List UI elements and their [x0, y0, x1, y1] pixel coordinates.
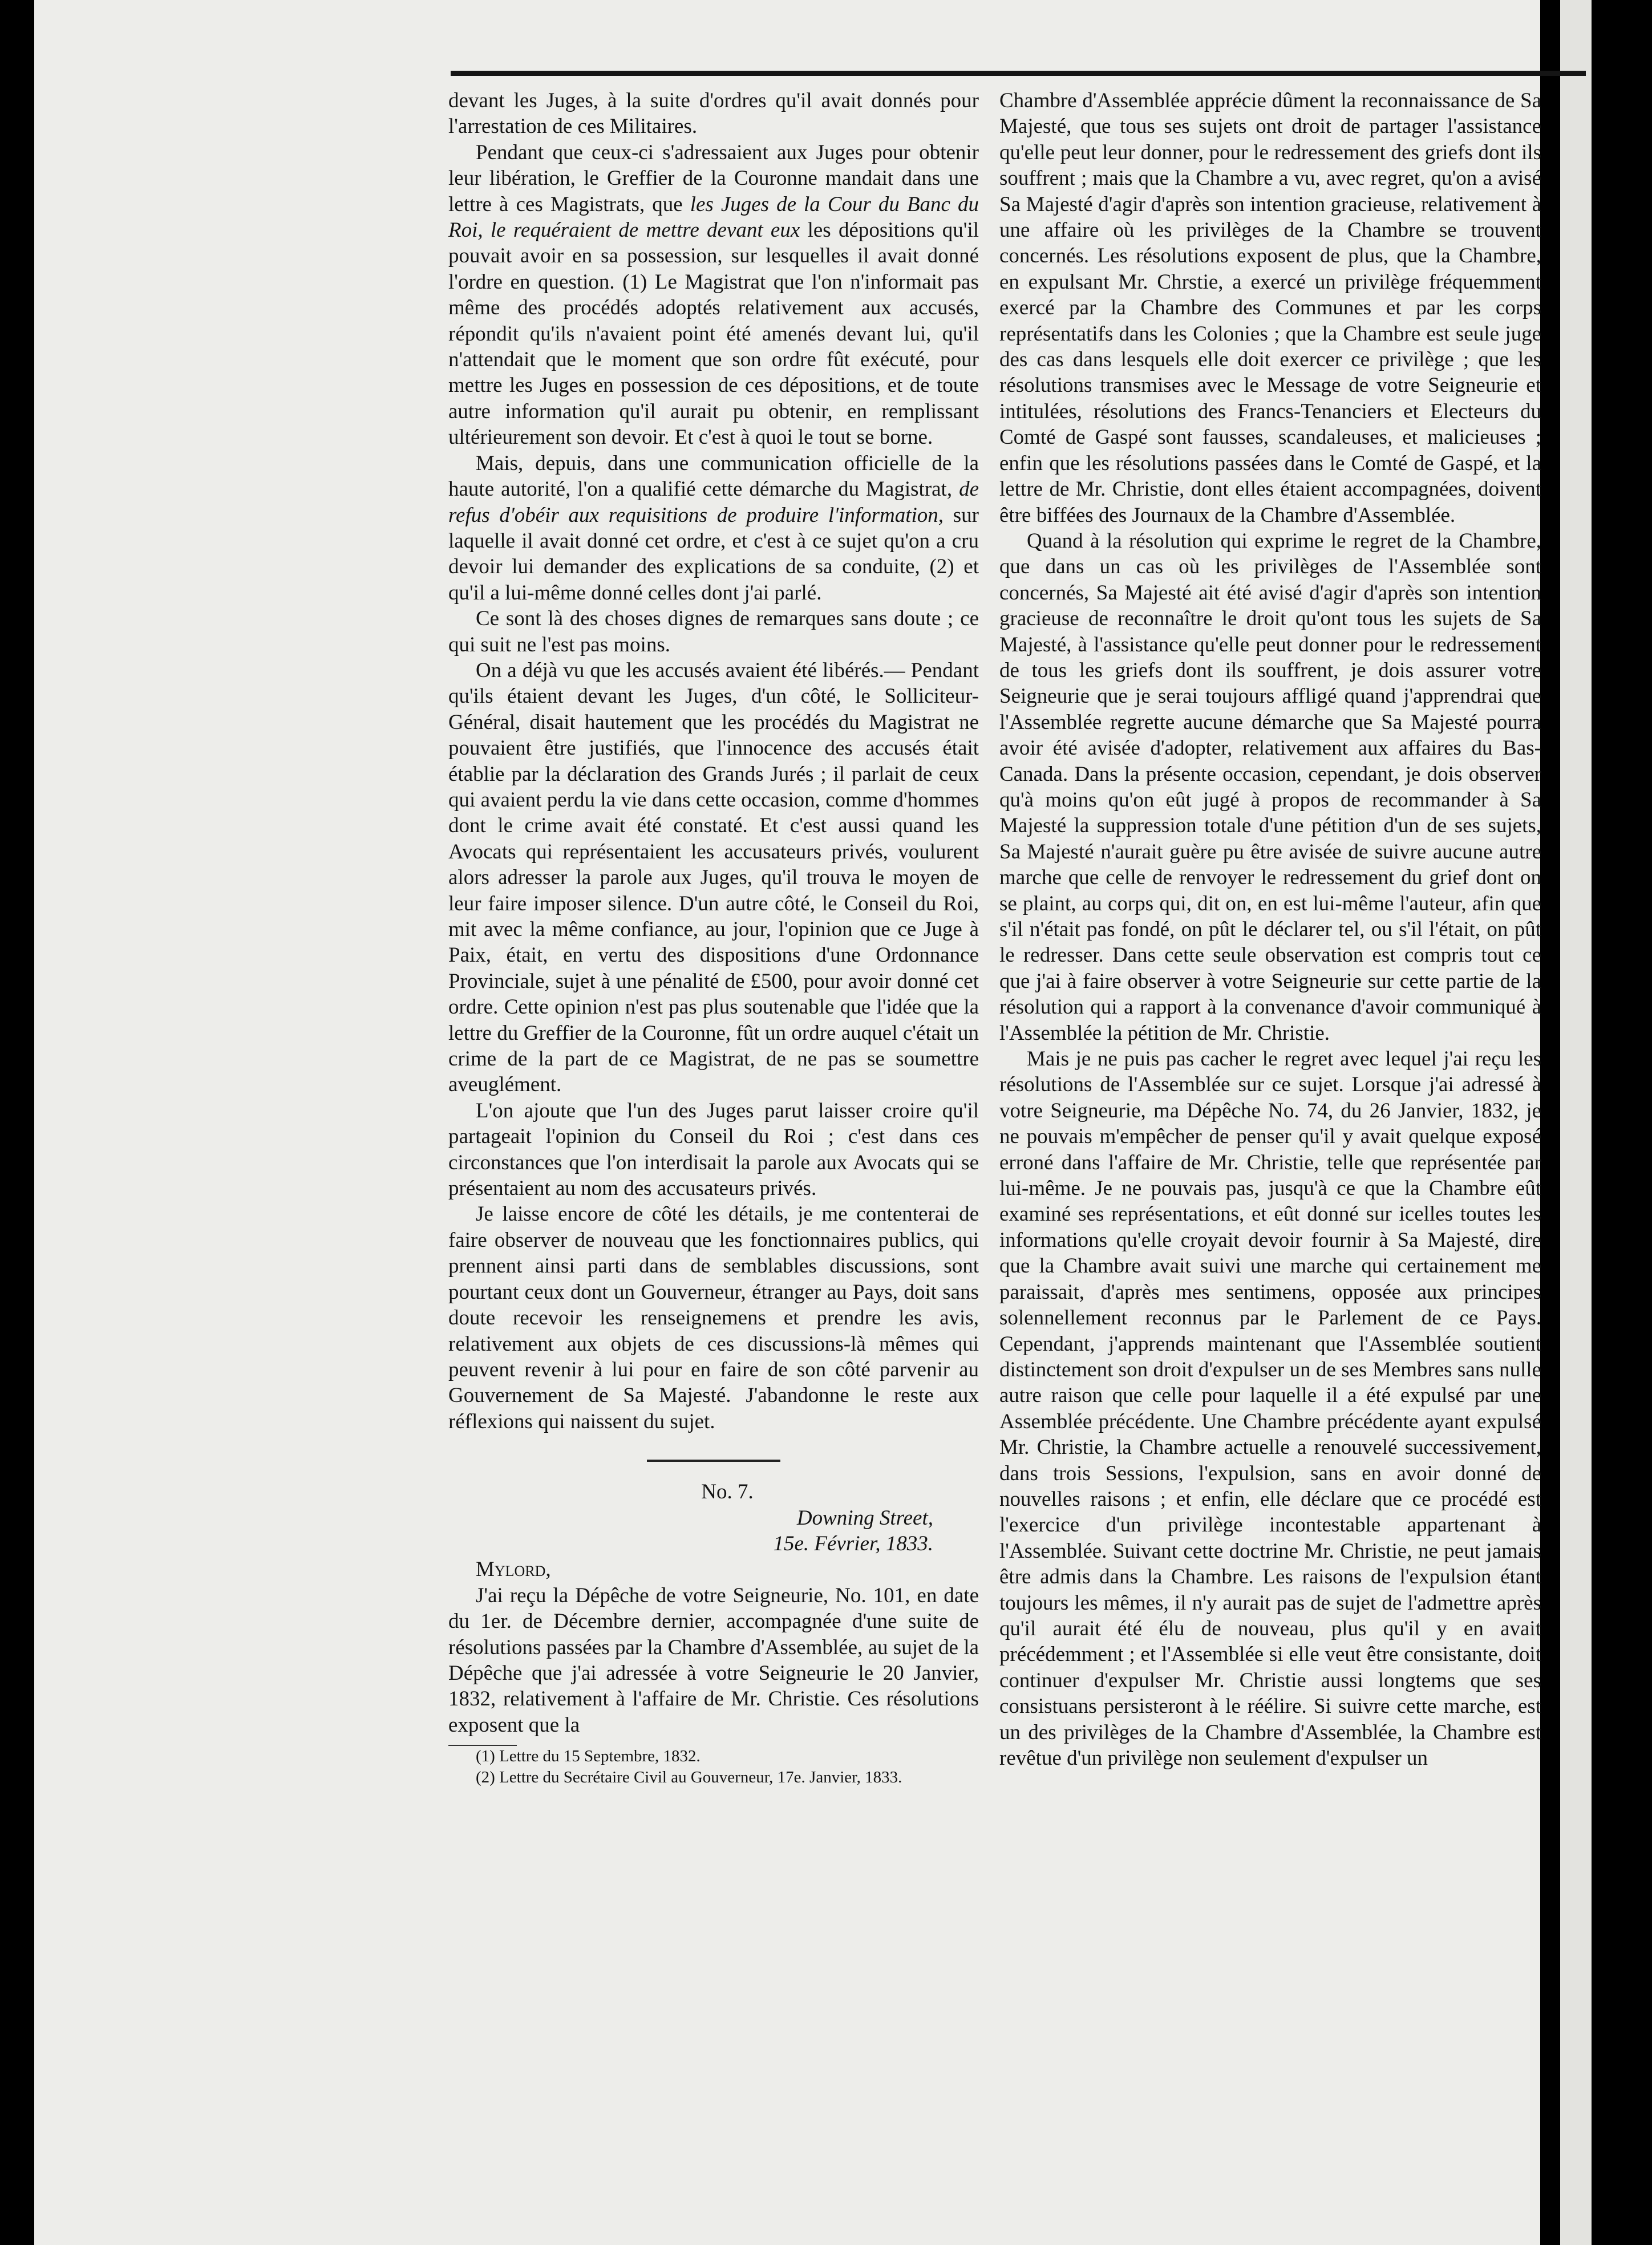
paragraph: L'on ajoute que l'un des Juges parut laisser croire qu'il partageait l'opinion du Conseil du Roi ; c'est dans ces circonstances que l'on interdisait la parole aux Avocats qui se présentaient au nom des accusateurs privés.: [448, 1099, 979, 1201]
left-column: [448, 88, 979, 1788]
scan-border: [1540, 0, 1652, 2245]
paragraph: Ce sont là des choses dignes de remarques sans doute ; ce qui suit ne l'est pas moins.: [448, 607, 979, 657]
letter-date: 15e. Février, 1833.: [773, 1531, 933, 1555]
adjacent-page-edge: [1560, 0, 1592, 2245]
footnote: (2) Lettre du Secrétaire Civil au Gouverneur, 17e. Janvier, 1833.: [476, 1768, 902, 1787]
paragraph: Mais, depuis, dans une communication officielle de la haute autorité, l'on a qualifié cette démarche du Magistrat, de refus d'obéir aux requisitions de produire l'information, sur laquelle il avait donné cet ordre, et c'est à ce sujet qu'on a cru devoir lui demander des explications de sa conduite, (2) et qu'il a lui-même donné celles dont j'ai parlé.: [448, 451, 979, 605]
letter-place: Downing Street,: [796, 1506, 933, 1530]
paragraph: J'ai reçu la Dépêche de votre Seigneurie, No. 101, en date du 1er. de Décembre dernier, accompagnée d'une suite de résolutions passées par la Chambre d'Assemblée, au sujet de la Dépêche que j'ai adressée à votre Seigneurie le 20 Janvier, 1832, relativement à l'affaire de Mr. Christie. Ces résolutions exposent que la: [448, 1583, 979, 1737]
header-rule: [451, 71, 1586, 76]
paragraph: Je laisse encore de côté les détails, je me contenterai de faire observer de nouveau que les fonctionnaires publics, qui prennent ainsi parti dans de semblables discussions, sont pourtant ceux dont un Gouverneur, étranger au Pays, doit sans doute recevoir les renseignemens et prendre les avis, relativement aux objets de ces discussions-là mêmes qui peuvent revenir à lui pour en faire de son côté parvenir au Gouvernement de Sa Majesté. J'abandonne le reste aux réflexions qui naissent du sujet.: [448, 1202, 979, 1433]
right-column: [999, 88, 1541, 1771]
paragraph: On a déjà vu que les accusés avaient été libérés.— Pendant qu'ils étaient devant les Juges, d'un côté, le Solliciteur-Général, disait hautement que les procédés du Magistrat ne pouvaient être justifiés, que l'innocence des accusés était établie par la déclaration des Grands Jurés ; il parlait de ceux qui avaient perdu la vie dans cette occasion, comme d'hommes dont le crime avait été constaté. Et c'est aussi quand les Avocats qui représentaient les accusateurs privés, voulurent alors adresser la parole aux Juges, qu'il trouva le moyen de leur faire imposer silence. D'un autre côté, le Conseil du Roi, mit avec la même confiance, au jour, l'opinion que ce Juge à Paix, était, en vertu des dispositions d'une Ordonnance Provinciale, sujet à une pénalité de £500, pour avoir donné cet ordre. Cette opinion n'est pas plus soutenable que l'idée que la lettre du Greffier de la Couronne, fût un ordre auquel c'était un crime de la part de ce Magistrat, de ne pas se soumettre aveuglément.: [448, 658, 979, 1097]
footnote: (1) Lettre du 15 Septembre, 1832.: [476, 1747, 701, 1766]
salutation: Mylord,: [476, 1558, 551, 1582]
paragraph: devant les Juges, à la suite d'ordres qu'il avait donnés pour l'arrestation de ces Militaires.: [448, 89, 979, 139]
paragraph: Pendant que ceux-ci s'adressaient aux Juges pour obtenir leur libération, le Greffier de la Couronne mandait dans une lettre à ces Magistrats, que les Juges de la Cour du Banc du Roi, le requéraient de mettre devant eux les dépositions qu'il pouvait avoir en sa possession, sur lesquelles il avait donné l'ordre en question. (1) Le Magistrat que l'on n'informait pas même des procédés adoptés relativement aux accusés, répondit qu'ils n'avaient point été amenés devant lui, qu'il n'attendait que le moment que son ordre fût exécuté, pour mettre les Juges en possession de ces dépositions, et de toute autre information qu'il aurait pu obtenir, en remplissant ultérieurement son devoir. Et c'est à quoi le tout se borne.: [448, 140, 979, 449]
paragraph: Quand à la résolution qui exprime le regret de la Chambre, que dans un cas où les privilèges de l'Assemblée sont concernés, Sa Majesté ait été avisé d'agir d'après son intention gracieuse de reconnaître le droit qu'ont tous les sujets de Sa Majesté, à l'assistance qu'elle peut donner pour le redressement de tous les griefs dont ils souffrent, je dois assurer votre Seigneurie que je serai toujours affligé quand j'apprendrai que l'Assemblée regrette aucune démarche que Sa Majesté pourra avoir été avisée d'adopter, relativement aux affaires du Bas-Canada. Dans la présente occasion, cependant, je dois observer qu'à moins qu'on eût jugé à propos de recommander à Sa Majesté la suppression totale d'une pétition d'un de ses sujets, Sa Majesté n'aurait guère pu être avisée de suivre aucune autre marche que celle de renvoyer le redressement du grief dont on se plaint, au corps qui, dit on, en est lui-même l'auteur, afin que s'il n'était pas fondé, on pût le déclarer tel, ou s'il l'était, on pût le redresser. Dans cette seule observation est compris tout ce que j'ai à faire observer à votre Seigneurie sur cette partie de la résolution qui a rapport à la convenance d'avoir communiqué à l'Assemblée la pétition de Mr. Christie.: [999, 529, 1541, 1045]
letter-number: No. 7.: [701, 1480, 754, 1504]
paragraph: Chambre d'Assemblée apprécie dûment la reconnaissance de Sa Majesté, que tous ses sujets ont droit de partager l'assistance qu'elle peut leur donner, pour le redressement des griefs dont ils souffrent ; mais que la Chambre a vu, avec regret, qu'on a avisé Sa Majesté d'agir d'après son intention gracieuse, relativement à une affaire où les privilèges de la Chambre se trouvent concernés. Les résolutions exposent de plus, que la Chambre, en expulsant Mr. Chrstie, a exercé un privilège fréquemment exercé par la Chambre des Communes et par les corps représentatifs dans les Colonies ; que la Chambre est seule juge des cas dans lesquels elle doit exercer ce privilège ; que les résolutions transmises avec le Message de votre Seigneurie et intitulées, résolutions des Francs-Tenanciers et Electeurs du Comté de Gaspé sont fausses, scandaleuses, et malicieuses ; enfin que les résolutions passées dans le Comté de Gaspé, et la lettre de Mr. Christie, dont elles étaient accompagnées, doivent être biffées des Journaux de la Chambre d'Assemblée.: [999, 89, 1541, 527]
paragraph: Mais je ne puis pas cacher le regret avec lequel j'ai reçu les résolutions de l'Assemblée sur ce sujet. Lorsque j'ai adressé à votre Seigneurie, ma Dépêche No. 74, du 26 Janvier, 1832, je ne pouvais m'empêcher de penser qu'il y avait quelque exposé erroné dans l'affaire de Mr. Christie, telle que représentée par lui-même. Je ne pouvais pas, jusqu'à ce que la Chambre eût examiné ses représentations, et eût donné sur icelles toutes les informations qu'elle croyait devoir fournir à Sa Majesté, dire que la Chambre avait suivi une marche qui certainement me paraissait, d'après mes sentimens, opposée aux principes solennellement reconnus par le Parlement de ce Pays. Cependant, j'apprends maintenant que l'Assemblée soutient distinctement son droit d'expulser un de ses Membres sans nulle autre raison que celle pour laquelle il a été expulsé par une Assemblée précédente. Une Chambre précédente ayant expulsé Mr. Christie, la Chambre actuelle a renouvelé successivement, dans trois Sessions, l'expulsion, sans en avoir donné de nouvelles raisons ; et enfin, elle déclare que ce procédé est l'exercice d'un privilège incontestable appartenant à l'Assemblée. Suivant cette doctrine Mr. Christie, ne peut jamais être admis dans la Chambre. Les raisons de l'expulsion étant toujours les mêmes, il n'y aurait pas de sujet de l'admettre après qu'il aurait été élu de nouveau, plus qu'il y en avait précédemment ; et l'Assemblée si elle veut être consistante, doit continuer d'expulser Mr. Christie aussi longtems que ses consistuans persisteront à le réélire. Si suivre cette marche, est un des privilèges de la Chambre d'Assemblée, la Chambre est revêtue d'un privilège non seulement d'expulser un: [999, 1047, 1541, 1770]
section-separator: [647, 1460, 780, 1462]
